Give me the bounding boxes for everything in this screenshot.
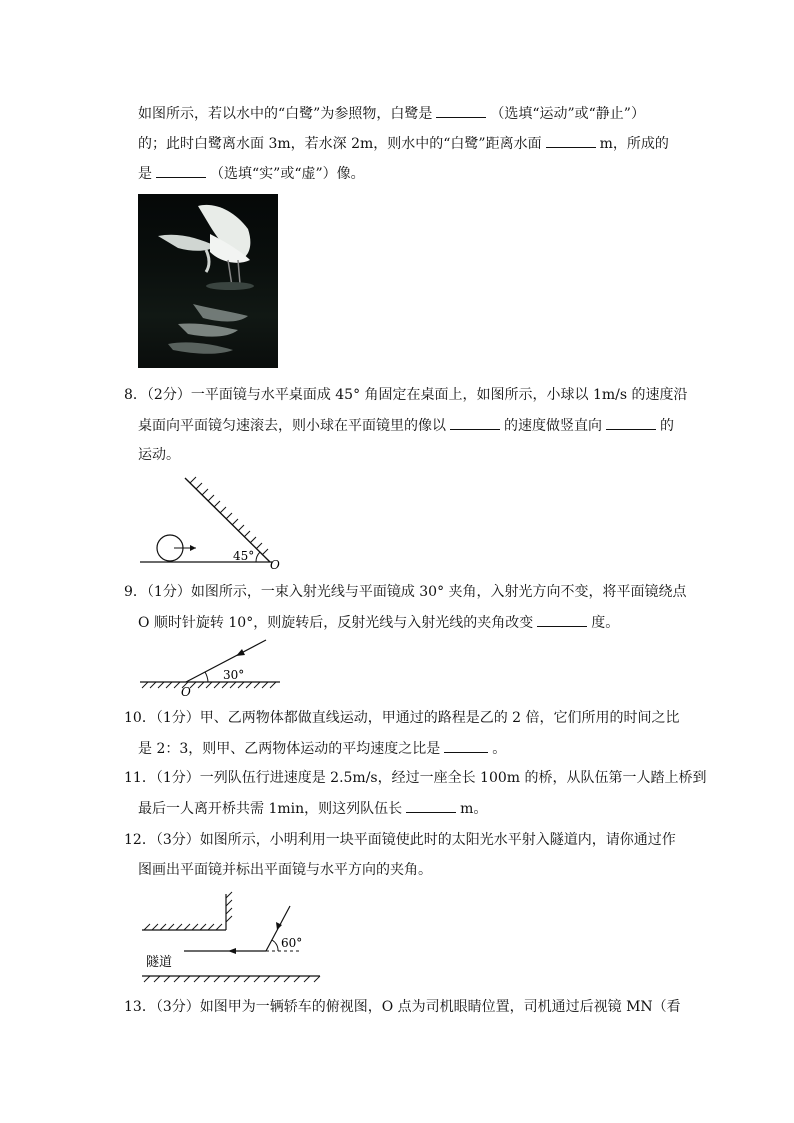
q10-line2: 是 2：3，则甲、乙两物体运动的平均速度之比是 。 [138,738,506,759]
q8-point-label: O [270,558,280,570]
tunnel-diagram [140,890,324,986]
q12-figure [140,890,324,986]
q9-angle-label: 30° [223,668,245,682]
q8-line2: 桌面向平面镜匀速滚去，则小球在平面镜里的像以 的速度做竖直向 的 [138,415,674,436]
q7-line3: 是 （选填“实”或“虚”）像。 [138,163,365,184]
q11-line1: 11．（1分）一列队伍行进速度是 2.5m/s，经过一座全长 100m 的桥，从队伍第一人踏上桥到 [124,770,707,786]
q7-line2: 的；此时白鹭离水面 3m，若水深 2m，则水中的“白鹭”距离水面 m，所成的 [138,133,669,154]
q12-tunnel-label: 隧道 [146,955,173,970]
q8-line1: 8．（2分）一平面镜与水平桌面成 45° 角固定在桌面上，如图所示，小球以 1m/s 的速度沿 [124,387,688,403]
q10-line1: 10．（1分）甲、乙两物体都做直线运动，甲通过的路程是乙的 2 倍，它们所用的时间之比 [124,710,680,726]
q9-line1: 9．（1分）如图所示，一束入射光线与平面镜成 30° 夹角，入射光方向不变，将平面镜绕点 [124,584,687,600]
q8-blank-1[interactable] [450,415,500,430]
egret-photo [138,194,278,368]
q7-blank-1[interactable] [436,103,486,118]
mirror-ball-diagram [140,474,300,570]
q9-line2: O 顺时针旋转 10°，则旋转后，反射光线与入射光线的夹角改变 度。 [138,612,619,633]
q12-angle-label: 60° [281,936,303,950]
q8-figure [140,474,300,570]
q8-line3: 运动。 [138,447,180,463]
q13-line1: 13．（3分）如图甲为一辆轿车的俯视图，O 点为司机眼睛位置，司机通过后视镜 MN（看 [124,999,681,1015]
q8-blank-2[interactable] [606,415,656,430]
q7-blank-3[interactable] [156,163,206,178]
q7-blank-2[interactable] [546,133,596,148]
q11-line2: 最后一人离开桥共需 1min，则这列队伍长 m。 [138,798,487,819]
incident-ray-diagram [138,636,288,698]
q9-figure [138,636,288,698]
q12-line1: 12．（3分）如图所示，小明利用一块平面镜使此时的太阳光水平射入隧道内，请你通过作 [124,832,676,848]
q9-point-label: O [181,685,191,698]
q11-blank-1[interactable] [406,798,456,813]
q12-line2: 图画出平面镜并标出平面镜与水平方向的夹角。 [138,862,432,878]
q7-line1: 如图所示，若以水中的“白鹭”为参照物，白鹭是 （选填“运动”或“静止”） [138,103,645,124]
q8-angle-label: 45° [233,549,255,563]
q9-blank-1[interactable] [537,612,587,627]
egret-illustration [138,194,278,368]
q10-blank-1[interactable] [444,738,488,753]
